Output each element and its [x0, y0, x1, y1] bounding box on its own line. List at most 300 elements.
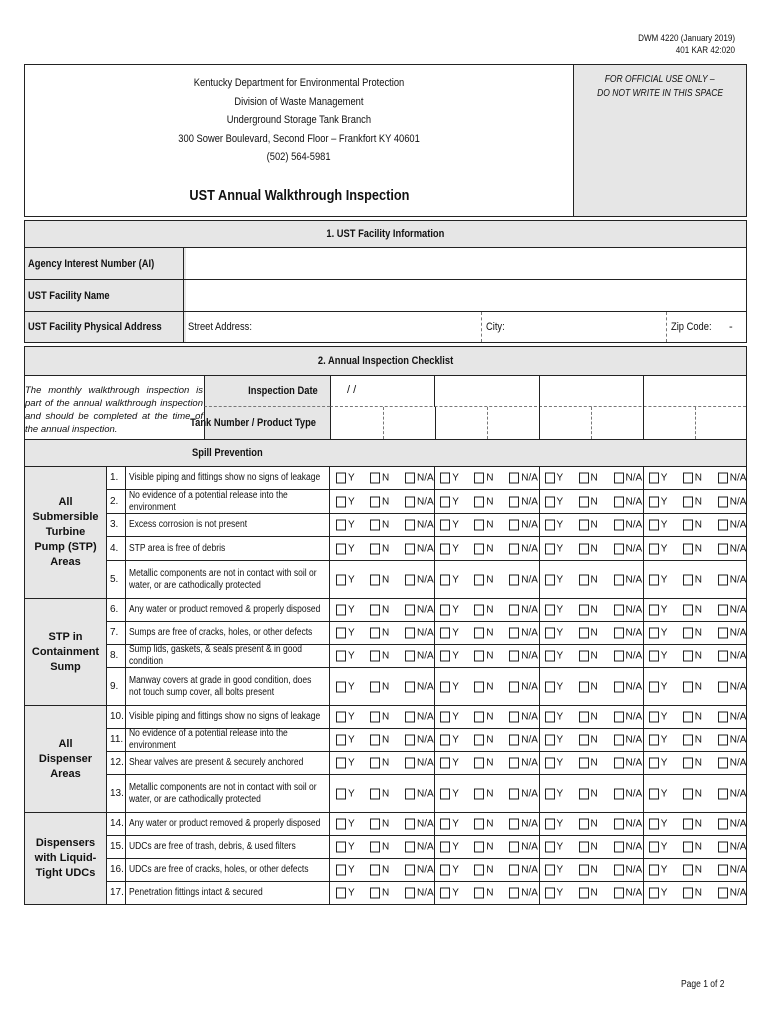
- option-y-checkbox[interactable]: Y: [545, 888, 564, 899]
- option-n-checkbox[interactable]: N: [474, 605, 493, 616]
- answer-row: [330, 467, 747, 490]
- checkbox-icon: [474, 628, 484, 639]
- option-y-checkbox[interactable]: Y: [440, 788, 459, 799]
- checkbox-icon: [683, 819, 693, 830]
- option-n-checkbox[interactable]: N: [370, 628, 389, 639]
- street-address-field[interactable]: Street Address:: [188, 321, 252, 333]
- option-y-checkbox[interactable]: Y: [440, 520, 459, 531]
- option-y-checkbox[interactable]: Y: [649, 788, 668, 799]
- option-na-checkbox[interactable]: N/A: [718, 842, 747, 853]
- option-na-checkbox[interactable]: N/A: [405, 543, 434, 554]
- option-na-checkbox[interactable]: N/A: [509, 681, 538, 692]
- option-n-checkbox[interactable]: N: [474, 496, 493, 507]
- option-na-checkbox[interactable]: N/A: [614, 888, 643, 899]
- option-y-checkbox[interactable]: Y: [649, 651, 668, 662]
- option-na-checkbox[interactable]: N/A: [614, 496, 643, 507]
- option-na-checkbox[interactable]: N/A: [509, 496, 538, 507]
- option-y-checkbox[interactable]: Y: [336, 543, 355, 554]
- option-n-checkbox[interactable]: N: [474, 574, 493, 585]
- option-na-checkbox[interactable]: N/A: [614, 520, 643, 531]
- option-y-checkbox[interactable]: Y: [649, 865, 668, 876]
- option-n-checkbox[interactable]: N: [474, 735, 493, 746]
- option-na-checkbox[interactable]: N/A: [718, 473, 747, 484]
- option-y-checkbox[interactable]: Y: [545, 865, 564, 876]
- option-n-checkbox[interactable]: N: [370, 520, 389, 531]
- agency-division: Division of Waste Management: [234, 95, 364, 108]
- checkbox-icon: [718, 628, 728, 639]
- item-number: 9.: [110, 680, 119, 692]
- option-na-checkbox[interactable]: N/A: [614, 788, 643, 799]
- checkbox-icon: [614, 520, 624, 531]
- checkbox-icon: [440, 788, 450, 799]
- option-y-checkbox[interactable]: Y: [440, 543, 459, 554]
- option-n-checkbox[interactable]: N: [370, 681, 389, 692]
- checkbox-icon: [405, 473, 415, 484]
- answer-row: [330, 729, 747, 752]
- checkbox-icon: [440, 842, 450, 853]
- option-na-checkbox[interactable]: N/A: [614, 758, 643, 769]
- checkbox-icon: [649, 712, 659, 723]
- option-na-checkbox[interactable]: N/A: [509, 865, 538, 876]
- option-na-checkbox[interactable]: N/A: [509, 758, 538, 769]
- option-na-checkbox[interactable]: N/A: [509, 735, 538, 746]
- option-n-checkbox[interactable]: N: [579, 628, 598, 639]
- option-y-checkbox[interactable]: Y: [649, 712, 668, 723]
- option-n-checkbox[interactable]: N: [683, 842, 702, 853]
- checkbox-icon: [579, 574, 589, 585]
- option-na-checkbox[interactable]: N/A: [614, 651, 643, 662]
- option-n-checkbox[interactable]: N: [474, 819, 493, 830]
- checkbox-icon: [405, 888, 415, 899]
- option-y-checkbox[interactable]: Y: [336, 788, 355, 799]
- option-n-checkbox[interactable]: N: [579, 842, 598, 853]
- checkbox-icon: [405, 758, 415, 769]
- option-n-checkbox[interactable]: N: [370, 758, 389, 769]
- checkbox-icon: [649, 758, 659, 769]
- option-n-checkbox[interactable]: N: [579, 712, 598, 723]
- option-n-checkbox[interactable]: N: [683, 819, 702, 830]
- option-na-checkbox[interactable]: N/A: [509, 819, 538, 830]
- option-n-checkbox[interactable]: N: [474, 865, 493, 876]
- checkbox-icon: [370, 473, 380, 484]
- option-na-checkbox[interactable]: N/A: [405, 735, 434, 746]
- option-y-checkbox[interactable]: Y: [440, 735, 459, 746]
- option-y-checkbox[interactable]: Y: [545, 574, 564, 585]
- option-y-checkbox[interactable]: Y: [440, 681, 459, 692]
- option-n-checkbox[interactable]: N: [474, 788, 493, 799]
- option-n-checkbox[interactable]: N: [579, 543, 598, 554]
- option-na-checkbox[interactable]: N/A: [718, 605, 747, 616]
- option-y-checkbox[interactable]: Y: [649, 819, 668, 830]
- item-text: Manway covers at grade in good condition, does not touch sump cover, all bolts present: [125, 668, 359, 705]
- option-y-checkbox[interactable]: Y: [545, 819, 564, 830]
- option-y-checkbox[interactable]: Y: [440, 819, 459, 830]
- option-na-checkbox[interactable]: N/A: [614, 681, 643, 692]
- option-n-checkbox[interactable]: N: [579, 888, 598, 899]
- checkbox-icon: [718, 712, 728, 723]
- checkbox-icon: [545, 758, 555, 769]
- checkbox-icon: [649, 543, 659, 554]
- option-na-checkbox[interactable]: N/A: [405, 520, 434, 531]
- checkbox-icon: [683, 628, 693, 639]
- checkbox-icon: [509, 681, 519, 692]
- option-n-checkbox[interactable]: N: [579, 473, 598, 484]
- option-n-checkbox[interactable]: N: [683, 628, 702, 639]
- option-na-checkbox[interactable]: N/A: [614, 574, 643, 585]
- option-y-checkbox[interactable]: Y: [336, 758, 355, 769]
- option-na-checkbox[interactable]: N/A: [718, 788, 747, 799]
- option-n-checkbox[interactable]: N: [474, 473, 493, 484]
- checkbox-icon: [440, 651, 450, 662]
- option-na-checkbox[interactable]: N/A: [509, 628, 538, 639]
- item-number: 4.: [110, 542, 119, 554]
- option-n-checkbox[interactable]: N: [579, 758, 598, 769]
- option-na-checkbox[interactable]: N/A: [509, 574, 538, 585]
- checkbox-icon: [649, 473, 659, 484]
- option-na-checkbox[interactable]: N/A: [614, 735, 643, 746]
- option-n-checkbox[interactable]: N: [683, 681, 702, 692]
- option-n-checkbox[interactable]: N: [579, 651, 598, 662]
- option-na-checkbox[interactable]: N/A: [405, 712, 434, 723]
- option-y-checkbox[interactable]: Y: [649, 758, 668, 769]
- option-na-checkbox[interactable]: N/A: [405, 819, 434, 830]
- item-text: No evidence of a potential release into the environment: [125, 729, 359, 751]
- checkbox-icon: [718, 651, 728, 662]
- option-y-checkbox[interactable]: Y: [440, 605, 459, 616]
- option-na-checkbox[interactable]: N/A: [718, 819, 747, 830]
- option-na-checkbox[interactable]: N/A: [509, 520, 538, 531]
- checkbox-icon: [370, 735, 380, 746]
- option-y-checkbox[interactable]: Y: [440, 496, 459, 507]
- option-n-checkbox[interactable]: N: [683, 865, 702, 876]
- checkbox-icon: [579, 865, 589, 876]
- checkbox-icon: [683, 473, 693, 484]
- option-n-checkbox[interactable]: N: [370, 865, 389, 876]
- option-n-checkbox[interactable]: N: [579, 735, 598, 746]
- answer-row: [330, 490, 747, 514]
- option-n-checkbox[interactable]: N: [370, 788, 389, 799]
- option-na-checkbox[interactable]: N/A: [509, 788, 538, 799]
- option-na-checkbox[interactable]: N/A: [405, 865, 434, 876]
- option-na-checkbox[interactable]: N/A: [405, 888, 434, 899]
- option-n-checkbox[interactable]: N: [370, 543, 389, 554]
- option-n-checkbox[interactable]: N: [370, 712, 389, 723]
- option-y-checkbox[interactable]: Y: [649, 520, 668, 531]
- checkbox-icon: [509, 888, 519, 899]
- option-n-checkbox[interactable]: N: [683, 574, 702, 585]
- option-n-checkbox[interactable]: N: [683, 758, 702, 769]
- option-na-checkbox[interactable]: N/A: [405, 574, 434, 585]
- option-n-checkbox[interactable]: N: [579, 819, 598, 830]
- option-n-checkbox[interactable]: N: [683, 651, 702, 662]
- option-y-checkbox[interactable]: Y: [336, 681, 355, 692]
- option-na-checkbox[interactable]: N/A: [405, 681, 434, 692]
- option-y-checkbox[interactable]: Y: [545, 712, 564, 723]
- option-y-checkbox[interactable]: Y: [336, 735, 355, 746]
- option-n-checkbox[interactable]: N: [370, 888, 389, 899]
- option-y-checkbox[interactable]: Y: [336, 628, 355, 639]
- option-n-checkbox[interactable]: N: [474, 842, 493, 853]
- option-y-checkbox[interactable]: Y: [545, 473, 564, 484]
- option-na-checkbox[interactable]: N/A: [718, 574, 747, 585]
- option-na-checkbox[interactable]: N/A: [718, 651, 747, 662]
- checkbox-icon: [545, 473, 555, 484]
- option-na-checkbox[interactable]: N/A: [614, 605, 643, 616]
- option-n-checkbox[interactable]: N: [579, 574, 598, 585]
- checklist-item: [107, 645, 330, 668]
- checkbox-icon: [405, 842, 415, 853]
- item-number: 6.: [110, 604, 119, 615]
- item-text: Metallic components are not in contact with soil or water, or are cathodically protected: [125, 561, 359, 598]
- option-y-checkbox[interactable]: Y: [336, 712, 355, 723]
- option-y-checkbox[interactable]: Y: [649, 473, 668, 484]
- checkbox-icon: [370, 842, 380, 853]
- option-y-checkbox[interactable]: Y: [336, 574, 355, 585]
- option-y-checkbox[interactable]: Y: [649, 735, 668, 746]
- option-n-checkbox[interactable]: N: [683, 888, 702, 899]
- option-n-checkbox[interactable]: N: [370, 735, 389, 746]
- option-y-checkbox[interactable]: Y: [336, 473, 355, 484]
- option-na-checkbox[interactable]: N/A: [405, 651, 434, 662]
- option-na-checkbox[interactable]: N/A: [614, 473, 643, 484]
- option-na-checkbox[interactable]: N/A: [405, 788, 434, 799]
- option-n-checkbox[interactable]: N: [474, 681, 493, 692]
- option-y-checkbox[interactable]: Y: [440, 712, 459, 723]
- checkbox-icon: [474, 788, 484, 799]
- checkbox-icon: [509, 543, 519, 554]
- option-y-checkbox[interactable]: Y: [545, 788, 564, 799]
- option-na-checkbox[interactable]: N/A: [509, 651, 538, 662]
- checkbox-icon: [683, 758, 693, 769]
- option-n-checkbox[interactable]: N: [474, 712, 493, 723]
- option-n-checkbox[interactable]: N: [683, 543, 702, 554]
- checkbox-icon: [336, 712, 346, 723]
- option-n-checkbox[interactable]: N: [474, 651, 493, 662]
- option-n-checkbox[interactable]: N: [579, 865, 598, 876]
- option-na-checkbox[interactable]: N/A: [405, 628, 434, 639]
- option-y-checkbox[interactable]: Y: [649, 543, 668, 554]
- checkbox-icon: [718, 865, 728, 876]
- option-na-checkbox[interactable]: N/A: [718, 865, 747, 876]
- option-na-checkbox[interactable]: N/A: [509, 473, 538, 484]
- checkbox-icon: [440, 712, 450, 723]
- option-n-checkbox[interactable]: N: [683, 496, 702, 507]
- option-y-checkbox[interactable]: Y: [440, 888, 459, 899]
- option-na-checkbox[interactable]: N/A: [405, 605, 434, 616]
- option-na-checkbox[interactable]: N/A: [614, 543, 643, 554]
- option-n-checkbox[interactable]: N: [370, 605, 389, 616]
- checkbox-icon: [405, 628, 415, 639]
- option-na-checkbox[interactable]: N/A: [614, 865, 643, 876]
- option-n-checkbox[interactable]: N: [474, 520, 493, 531]
- option-y-checkbox[interactable]: Y: [440, 574, 459, 585]
- checkbox-icon: [440, 758, 450, 769]
- city-field[interactable]: City:: [486, 321, 505, 333]
- item-number: 15.: [110, 841, 124, 852]
- option-na-checkbox[interactable]: N/A: [509, 543, 538, 554]
- option-y-checkbox[interactable]: Y: [440, 865, 459, 876]
- checkbox-icon: [545, 735, 555, 746]
- checkbox-icon: [545, 788, 555, 799]
- option-y-checkbox[interactable]: Y: [545, 520, 564, 531]
- option-y-checkbox[interactable]: Y: [440, 473, 459, 484]
- option-n-checkbox[interactable]: N: [579, 496, 598, 507]
- checkbox-icon: [579, 758, 589, 769]
- option-n-checkbox[interactable]: N: [579, 681, 598, 692]
- tank-label: Tank Number / Product Type: [204, 407, 330, 439]
- checkbox-icon: [336, 543, 346, 554]
- option-y-checkbox[interactable]: Y: [649, 842, 668, 853]
- item-number: 7.: [110, 627, 119, 638]
- group-label: All Submersible Turbine Pump (STP) Areas: [24, 467, 107, 599]
- zip-code-field[interactable]: Zip Code: -: [671, 321, 733, 333]
- checkbox-icon: [405, 865, 415, 876]
- option-n-checkbox[interactable]: N: [683, 605, 702, 616]
- option-na-checkbox[interactable]: N/A: [718, 735, 747, 746]
- item-number: 1.: [110, 472, 119, 483]
- option-y-checkbox[interactable]: Y: [545, 651, 564, 662]
- checklist-item: [107, 729, 330, 752]
- option-n-checkbox[interactable]: N: [370, 842, 389, 853]
- checkbox-icon: [649, 788, 659, 799]
- option-y-checkbox[interactable]: Y: [545, 681, 564, 692]
- option-n-checkbox[interactable]: N: [474, 888, 493, 899]
- option-y-checkbox[interactable]: Y: [440, 651, 459, 662]
- option-na-checkbox[interactable]: N/A: [718, 712, 747, 723]
- checklist-item: [107, 561, 330, 599]
- checkbox-icon: [545, 496, 555, 507]
- option-y-checkbox[interactable]: Y: [440, 628, 459, 639]
- option-na-checkbox[interactable]: N/A: [614, 712, 643, 723]
- checkbox-icon: [649, 819, 659, 830]
- checkbox-icon: [509, 712, 519, 723]
- checkbox-icon: [614, 543, 624, 554]
- option-y-checkbox[interactable]: Y: [336, 496, 355, 507]
- option-na-checkbox[interactable]: N/A: [614, 819, 643, 830]
- option-n-checkbox[interactable]: N: [370, 496, 389, 507]
- option-na-checkbox[interactable]: N/A: [718, 888, 747, 899]
- option-y-checkbox[interactable]: Y: [545, 543, 564, 554]
- option-n-checkbox[interactable]: N: [370, 574, 389, 585]
- checkbox-icon: [509, 735, 519, 746]
- option-na-checkbox[interactable]: N/A: [405, 842, 434, 853]
- checkbox-icon: [579, 842, 589, 853]
- checkbox-icon: [509, 651, 519, 662]
- option-na-checkbox[interactable]: N/A: [614, 842, 643, 853]
- option-y-checkbox[interactable]: Y: [336, 651, 355, 662]
- checkbox-icon: [336, 842, 346, 853]
- option-y-checkbox[interactable]: Y: [336, 819, 355, 830]
- option-na-checkbox[interactable]: N/A: [718, 628, 747, 639]
- option-n-checkbox[interactable]: N: [683, 788, 702, 799]
- checkbox-icon: [336, 628, 346, 639]
- facility-name-input[interactable]: [184, 280, 746, 311]
- checklist-item: [107, 490, 330, 514]
- option-y-checkbox[interactable]: Y: [649, 681, 668, 692]
- checkbox-icon: [545, 605, 555, 616]
- checkbox-icon: [405, 605, 415, 616]
- option-n-checkbox[interactable]: N: [370, 819, 389, 830]
- option-na-checkbox[interactable]: N/A: [405, 758, 434, 769]
- regulation-citation: 401 KAR 42:020: [675, 45, 735, 56]
- tank-number-inputs[interactable]: [330, 407, 746, 439]
- option-y-checkbox[interactable]: Y: [545, 735, 564, 746]
- checkbox-icon: [614, 605, 624, 616]
- answer-row: [330, 668, 747, 706]
- option-y-checkbox[interactable]: Y: [545, 842, 564, 853]
- option-na-checkbox[interactable]: N/A: [614, 628, 643, 639]
- option-n-checkbox[interactable]: N: [579, 605, 598, 616]
- option-na-checkbox[interactable]: N/A: [405, 496, 434, 507]
- option-y-checkbox[interactable]: Y: [545, 758, 564, 769]
- option-na-checkbox[interactable]: N/A: [718, 543, 747, 554]
- option-n-checkbox[interactable]: N: [474, 628, 493, 639]
- option-n-checkbox[interactable]: N: [579, 788, 598, 799]
- option-y-checkbox[interactable]: Y: [545, 628, 564, 639]
- option-y-checkbox[interactable]: Y: [649, 496, 668, 507]
- option-na-checkbox[interactable]: N/A: [509, 712, 538, 723]
- option-n-checkbox[interactable]: N: [474, 758, 493, 769]
- checkbox-icon: [683, 605, 693, 616]
- option-n-checkbox[interactable]: N: [683, 520, 702, 531]
- group-label: Dispensers with Liquid-Tight UDCs: [24, 813, 107, 905]
- option-na-checkbox[interactable]: N/A: [718, 681, 747, 692]
- option-n-checkbox[interactable]: N: [474, 543, 493, 554]
- option-y-checkbox[interactable]: Y: [336, 842, 355, 853]
- option-y-checkbox[interactable]: Y: [336, 605, 355, 616]
- option-n-checkbox[interactable]: N: [683, 735, 702, 746]
- checkbox-icon: [649, 605, 659, 616]
- option-y-checkbox[interactable]: Y: [440, 758, 459, 769]
- option-n-checkbox[interactable]: N: [370, 473, 389, 484]
- option-y-checkbox[interactable]: Y: [649, 605, 668, 616]
- option-n-checkbox[interactable]: N: [370, 651, 389, 662]
- ai-input[interactable]: [184, 248, 746, 279]
- checkbox-icon: [509, 842, 519, 853]
- checklist-item: [107, 775, 330, 813]
- option-na-checkbox[interactable]: N/A: [718, 758, 747, 769]
- item-text: Sumps are free of cracks, holes, or other defects: [125, 622, 359, 644]
- option-na-checkbox[interactable]: N/A: [509, 842, 538, 853]
- option-na-checkbox[interactable]: N/A: [509, 888, 538, 899]
- checkbox-icon: [370, 628, 380, 639]
- option-na-checkbox[interactable]: N/A: [718, 496, 747, 507]
- option-y-checkbox[interactable]: Y: [545, 605, 564, 616]
- checkbox-icon: [509, 473, 519, 484]
- checkbox-icon: [370, 865, 380, 876]
- option-n-checkbox[interactable]: N: [579, 520, 598, 531]
- checkbox-icon: [579, 473, 589, 484]
- checkbox-icon: [336, 520, 346, 531]
- option-n-checkbox[interactable]: N: [683, 712, 702, 723]
- answer-row: [330, 645, 747, 668]
- checklist-item: [107, 537, 330, 561]
- option-y-checkbox[interactable]: Y: [649, 574, 668, 585]
- checkbox-icon: [474, 819, 484, 830]
- option-y-checkbox[interactable]: Y: [649, 628, 668, 639]
- option-n-checkbox[interactable]: N: [683, 473, 702, 484]
- option-y-checkbox[interactable]: Y: [336, 520, 355, 531]
- option-y-checkbox[interactable]: Y: [336, 865, 355, 876]
- option-y-checkbox[interactable]: Y: [336, 888, 355, 899]
- option-na-checkbox[interactable]: N/A: [718, 520, 747, 531]
- option-na-checkbox[interactable]: N/A: [509, 605, 538, 616]
- option-na-checkbox[interactable]: N/A: [405, 473, 434, 484]
- option-y-checkbox[interactable]: Y: [649, 888, 668, 899]
- checkbox-icon: [509, 574, 519, 585]
- option-y-checkbox[interactable]: Y: [545, 496, 564, 507]
- option-y-checkbox[interactable]: Y: [440, 842, 459, 853]
